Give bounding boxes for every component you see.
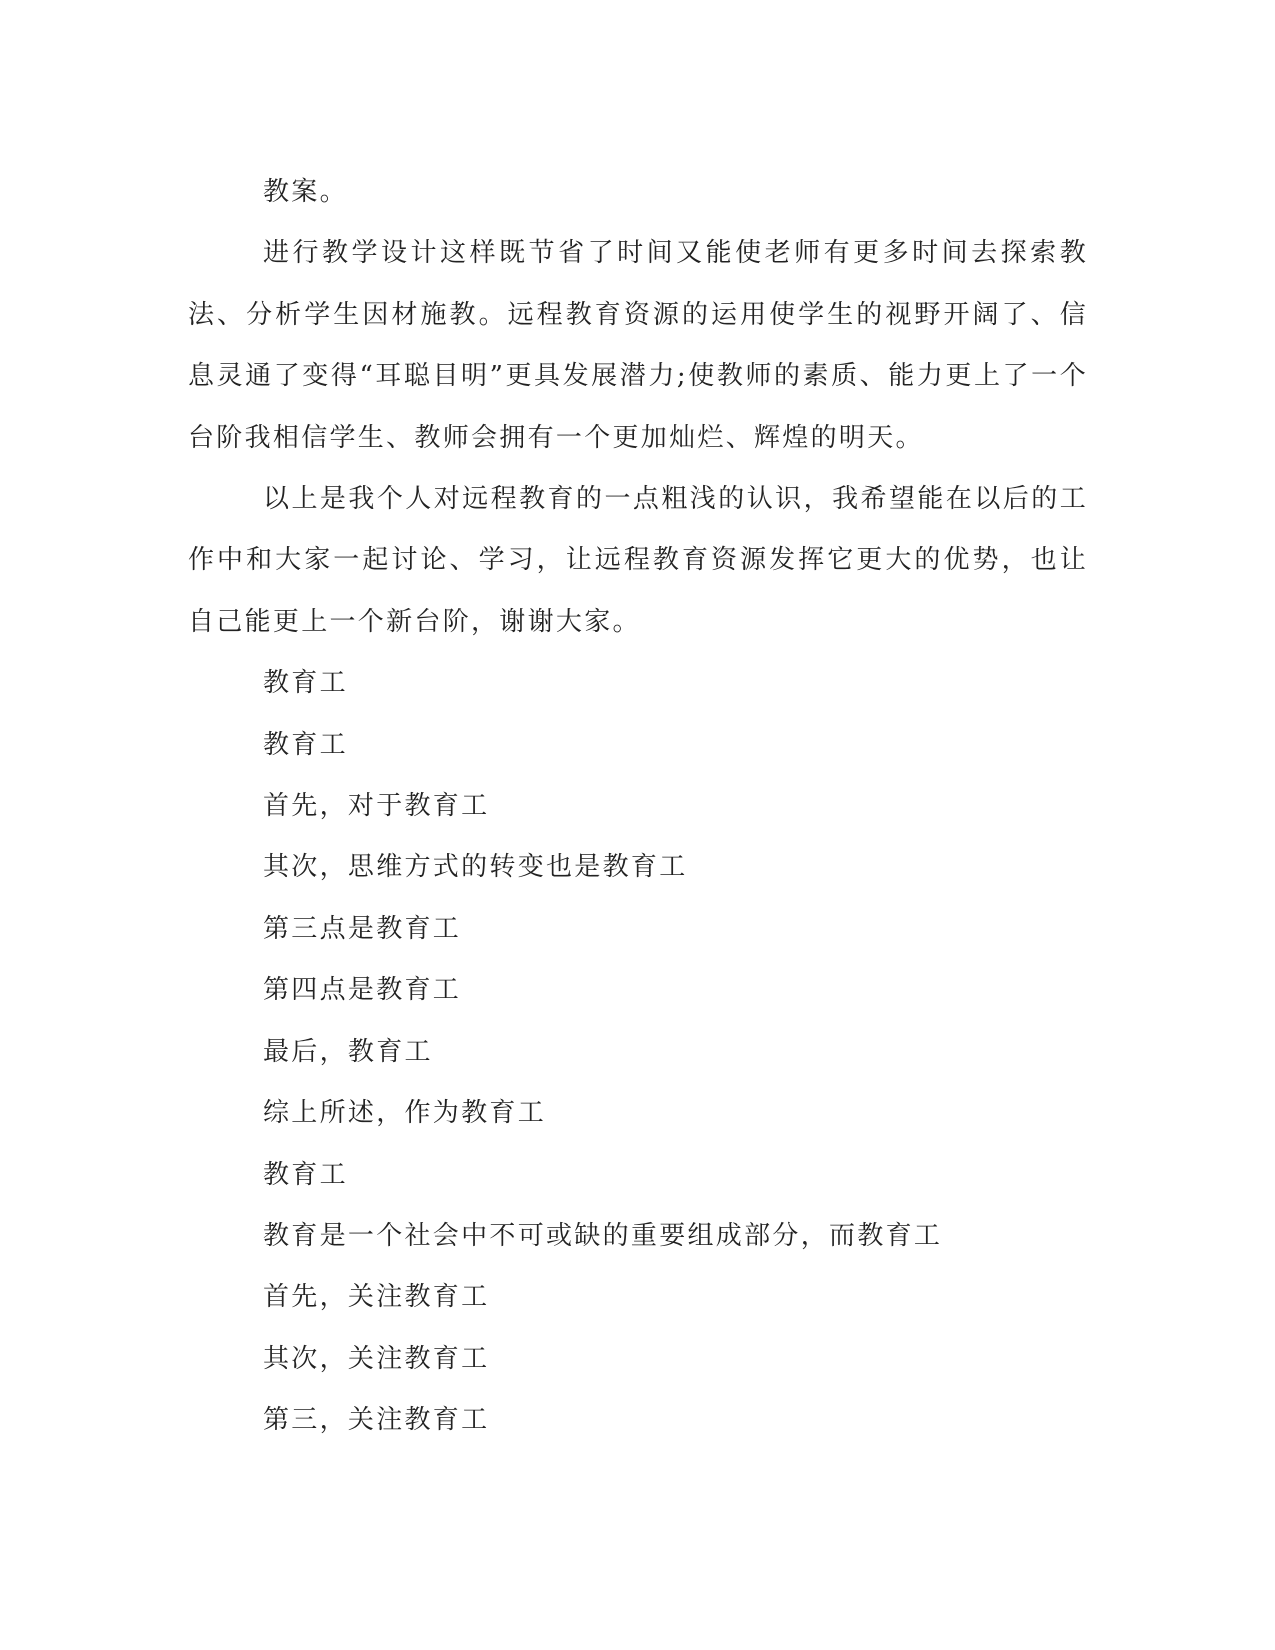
line-10: 教育是一个社会中不可或缺的重要组成部分，而教育工 [263,1220,943,1251]
line-1: 教育工 [263,668,348,699]
line-6: 第四点是教育工 [263,975,462,1006]
line-5: 第三点是教育工 [263,913,462,944]
line-13: 第三，关注教育工 [263,1405,490,1436]
paragraph-1: 教案。 [263,177,348,207]
document-body [188,162,1088,1452]
line-3: 首先，对于教育工 [263,791,490,822]
line-4: 其次，思维方式的转变也是教育工 [263,852,688,883]
line-2: 教育工 [263,729,348,760]
line-11: 首先，关注教育工 [263,1282,490,1313]
paragraph-2: 进行教学设计这样既节省了时间又能使老师有更多时间去探索教法、分析学生因材施教。远程教育资源的运用使学生的视野开阔了、信息灵通了变得“耳聪目明”更具发展潜力;使教师的素质、能力更上了一个台阶我相信学生、教师会拥有一个更加灿烂、辉煌的明天。 [188,238,1088,453]
line-8: 综上所述，作为教育工 [263,1098,547,1129]
line-12: 其次，关注教育工 [263,1343,490,1374]
paragraph-3: 以上是我个人对远程教育的一点粗浅的认识，我希望能在以后的工作中和大家一起讨论、学习，让远程教育资源发挥它更大的优势，也让自己能更上一个新台阶，谢谢大家。 [188,484,1088,637]
line-9: 教育工 [263,1159,348,1190]
line-7: 最后，教育工 [263,1036,433,1067]
